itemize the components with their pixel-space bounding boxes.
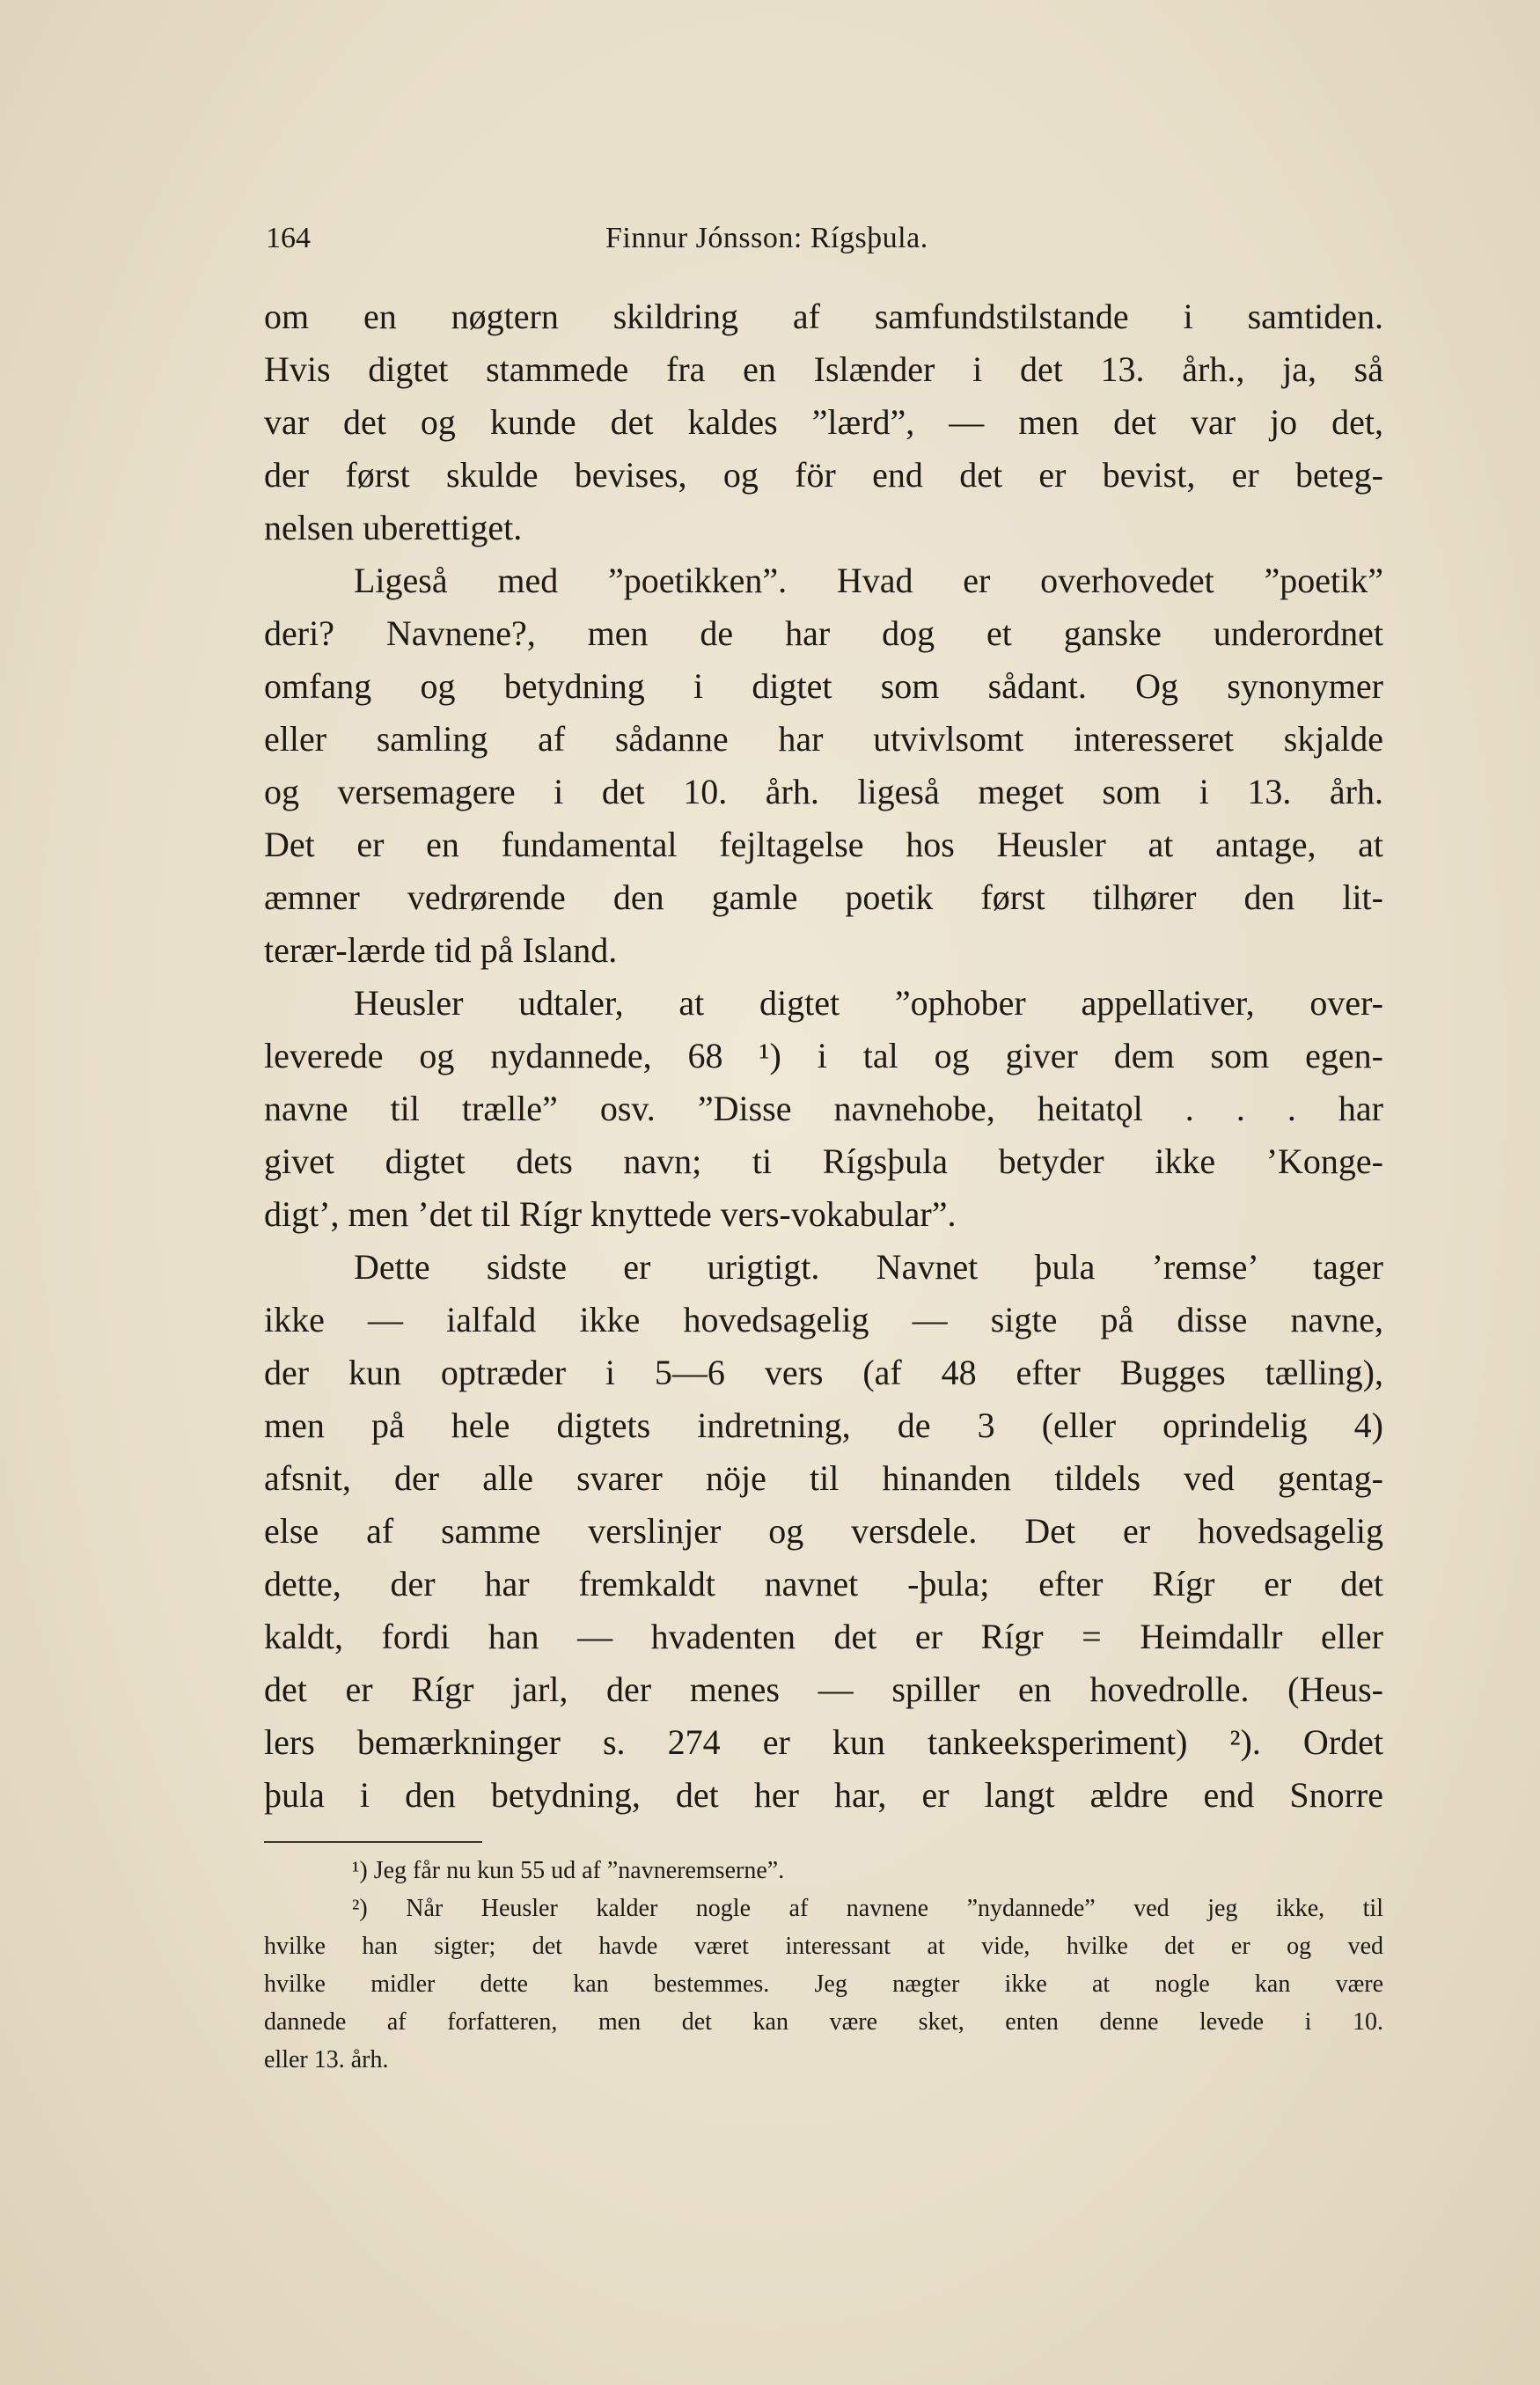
text-line: omfang og betydning i digtet som sådant. Og synonymer	[264, 666, 1383, 706]
page-number: 164	[266, 222, 311, 254]
text-line: navne til trælle” osv. ”Disse navnehobe, heitatǫl . . . har	[264, 1089, 1383, 1128]
text-line: afsnit, der alle svarer nöje til hinanden tildels ved gentag-	[264, 1458, 1383, 1498]
text-line: Heusler udtaler, at digtet ”ophober appellativer, over-	[354, 983, 1383, 1023]
text-line: terær-lærde tid på Island.	[264, 930, 618, 970]
text-line: det er Rígr jarl, der menes — spiller en hovedrolle. (Heus-	[264, 1670, 1383, 1709]
text-line: men på hele digtets indretning, de 3 (eller oprindelig 4)	[264, 1405, 1383, 1445]
footnote-line: hvilke midler dette kan bestemmes. Jeg nægter ikke at nogle kan være	[264, 1970, 1383, 1998]
text-line: Det er en fundamental fejltagelse hos Heusler at antage, at	[264, 825, 1383, 864]
text-line: nelsen uberettiget.	[264, 508, 523, 547]
text-line: else af samme verslinjer og versdele. Det er hovedsagelig	[264, 1511, 1383, 1551]
footnote-line: dannede af forfatteren, men det kan være sket, enten denne levede i 10.	[264, 2008, 1383, 2036]
text-line: leverede og nydannede, 68 ¹) i tal og giver dem som egen-	[264, 1036, 1383, 1075]
text-line: digt’, men ’det til Rígr knyttede vers-vokabular”.	[264, 1194, 957, 1234]
footnote-line: eller 13. årh.	[264, 2046, 389, 2073]
footnote-line: hvilke han sigter; det havde været interessant at vide, hvilke det er og ved	[264, 1933, 1383, 1960]
footnote-line: ¹) Jeg får nu kun 55 ud af ”navneremserne”.	[352, 1857, 785, 1884]
text-line: og versemagere i det 10. årh. ligeså meget som i 13. årh.	[264, 772, 1383, 811]
text-line: der først skulde bevises, og för end det er bevist, er beteg-	[264, 455, 1383, 495]
text-line: kaldt, fordi han — hvadenten det er Rígr = Heimdallr eller	[264, 1617, 1383, 1656]
text-line: dette, der har fremkaldt navnet -þula; efter Rígr er det	[264, 1564, 1383, 1603]
running-head: Finnur Jónsson: Rígsþula.	[605, 222, 928, 254]
footnote-line: ²) Når Heusler kalder nogle af navnene ”nydannede” ved jeg ikke, til	[352, 1895, 1383, 1922]
text-line: om en nøgtern skildring af samfundstilstande i samtiden.	[264, 297, 1383, 336]
text-line: þula i den betydning, det her har, er langt ældre end Snorre	[264, 1775, 1383, 1815]
text-line: Dette sidste er urigtigt. Navnet þula ’remse’ tager	[354, 1247, 1383, 1287]
text-line: lers bemærkninger s. 274 er kun tankeeksperiment) ²). Ordet	[264, 1722, 1383, 1762]
page-header	[264, 222, 1383, 266]
text-line: Hvis digtet stammede fra en Islænder i det 13. årh., ja, så	[264, 349, 1383, 389]
text-line: ikke — ialfald ikke hovedsagelig — sigte på disse navne,	[264, 1300, 1383, 1339]
text-line: var det og kunde det kaldes ”lærd”, — men det var jo det,	[264, 402, 1383, 442]
text-line: Ligeså med ”poetikken”. Hvad er overhovedet ”poetik”	[354, 561, 1383, 600]
text-line: deri? Navnene?, men de har dog et ganske underordnet	[264, 613, 1383, 653]
text-line: givet digtet dets navn; ti Rígsþula betyder ikke ’Konge-	[264, 1141, 1383, 1181]
footnotes	[264, 1852, 1383, 2079]
text-line: eller samling af sådanne har utvivlsomt interesseret skjalde	[264, 719, 1383, 759]
text-line: æmner vedrørende den gamle poetik først tilhører den lit-	[264, 877, 1383, 917]
text-line: der kun optræder i 5—6 vers (af 48 efter Bugges tælling),	[264, 1353, 1383, 1392]
body-text	[264, 290, 1383, 1822]
footnote-rule	[264, 1841, 482, 1843]
